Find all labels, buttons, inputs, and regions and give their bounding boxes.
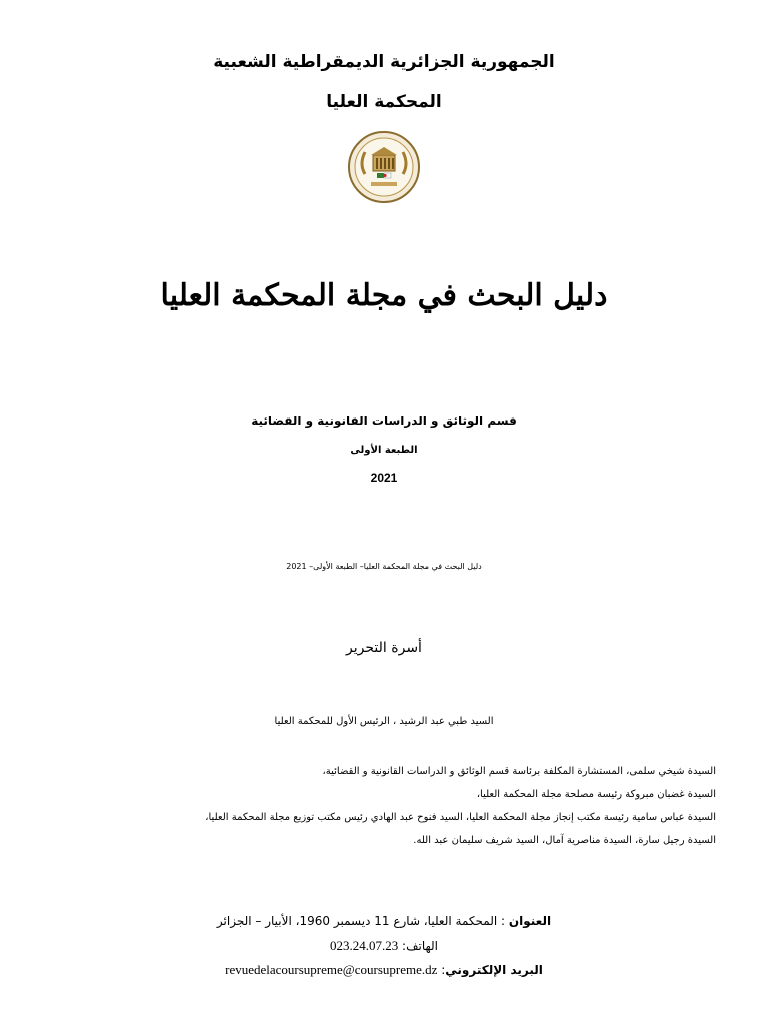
address-value: : المحكمة العليا، شارع 11 ديسمبر 1960، الأبيار – الجزائر xyxy=(216,914,506,928)
contact-block xyxy=(0,914,768,986)
member-line: السيدة رجيل سارة، السيدة مناصرية آمال، السيد شريف سليمان عبد الله. xyxy=(413,835,716,846)
court-header: المحكمة العليا xyxy=(326,92,442,112)
edition-label: الطبعة الأولى xyxy=(350,445,418,456)
email-label: البريد الإلكتروني xyxy=(445,963,543,977)
department-name: قسم الوثائق و الدراسات القانونية و القضائية xyxy=(251,414,517,428)
email-link[interactable]: revuedelacoursupreme@coursupreme.dz xyxy=(225,962,438,977)
phone-label: الهاتف xyxy=(406,939,439,953)
address-label: العنوان xyxy=(508,914,552,928)
member-line: السيدة عباس سامية رئيسة مكتب إنجاز مجلة المحكمة العليا، السيد فنوح عبد الهادي رئيس مكتب توزيع مجلة المحكمة العليا، xyxy=(205,812,716,823)
editorial-members xyxy=(100,766,716,858)
email-line: البريد الإلكتروني: revuedelacoursupreme@coursupreme.dz xyxy=(225,962,543,977)
republic-header: الجمهورية الجزائرية الديمقراطية الشعبية xyxy=(213,52,555,72)
member-line: السيدة شيخي سلمى، المستشارة المكلفة برئاسة قسم الوثائق و الدراسات القانونية و القضائية، xyxy=(322,766,716,777)
editorial-board-heading: أسرة التحرير xyxy=(346,640,422,656)
editorial-president: السيد طبي عبد الرشيد ، الرئيس الأول للمحكمة العليا xyxy=(274,716,494,727)
phone-line: الهاتف: 023.24.07.23 xyxy=(329,938,439,953)
running-header: دليل البحث في مجلة المحكمة العليا– الطبعة الأولى– 2021 xyxy=(286,562,482,571)
document-title: دليل البحث في مجلة المحكمة العليا xyxy=(160,278,608,313)
phone-value: 023.24.07.23 xyxy=(329,938,399,953)
member-line: السيدة غضبان مبروكة رئيسة مصلحة مجلة المحكمة العليا، xyxy=(476,789,716,800)
publication-year: 2021 xyxy=(370,471,398,485)
address-line xyxy=(0,914,768,938)
supreme-court-seal-icon xyxy=(347,130,421,204)
